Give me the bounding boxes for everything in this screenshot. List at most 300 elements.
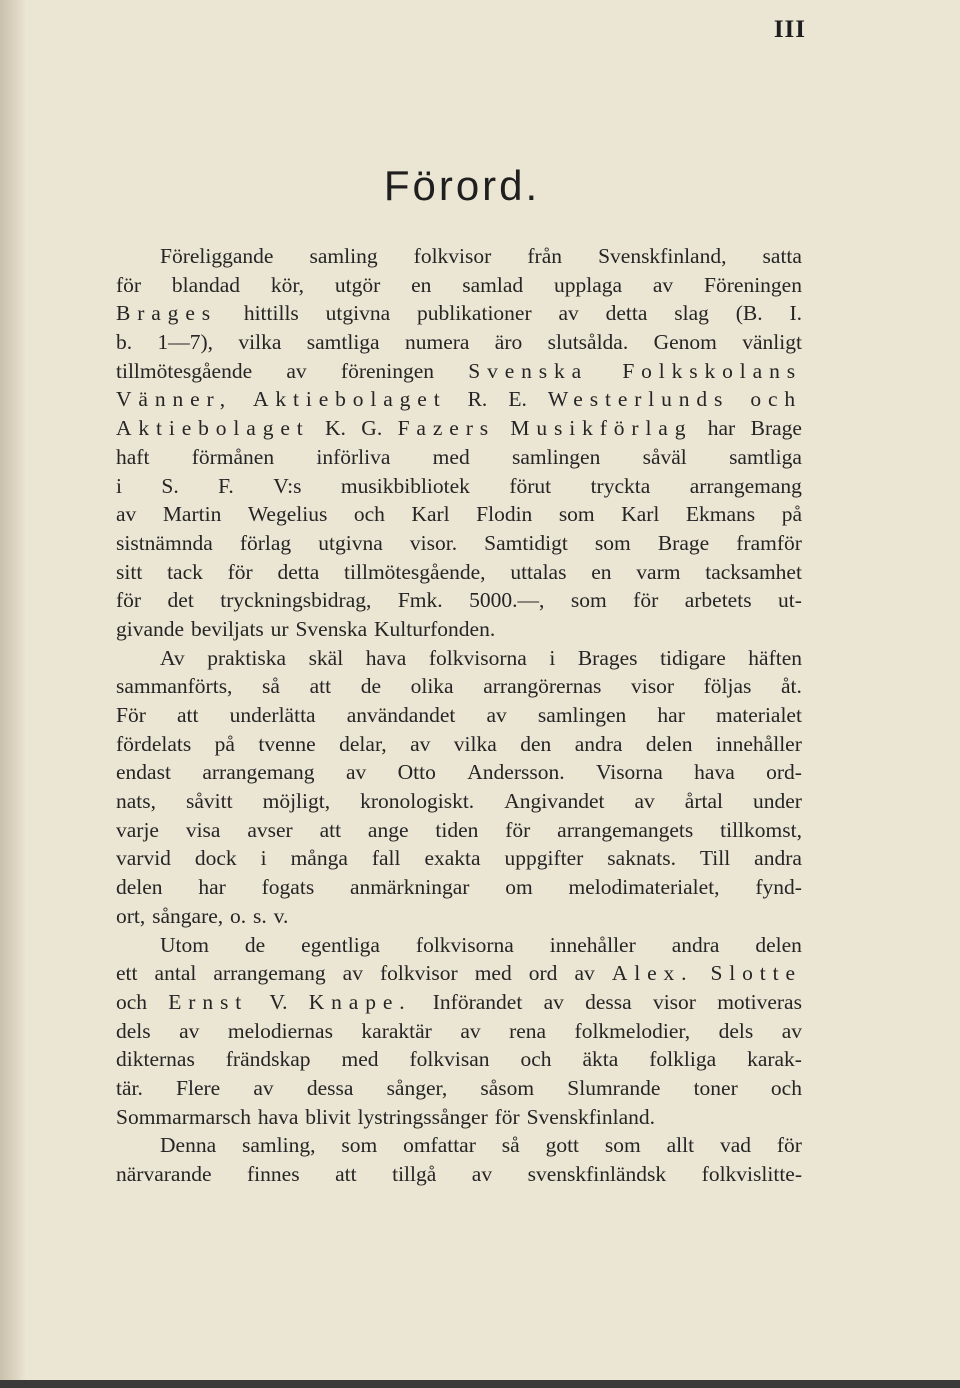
text-word: under xyxy=(753,789,802,814)
text-word: har xyxy=(198,875,226,900)
text-word: användandet xyxy=(346,703,456,727)
text-word: saknats. xyxy=(607,846,676,871)
text-word: skäl xyxy=(308,645,344,670)
text-word: hittills xyxy=(243,301,299,326)
page-title: Förord. xyxy=(383,162,541,209)
text-word: en xyxy=(591,559,612,584)
text-word: slutsålda. xyxy=(547,330,629,355)
text-word: omfattar xyxy=(403,1133,476,1158)
text-word: lystringssånger xyxy=(357,1104,488,1129)
text-word: Aktiebolaget xyxy=(252,387,447,412)
text-line xyxy=(116,1160,802,1189)
text-word: visor xyxy=(652,989,696,1014)
text-word: slag xyxy=(674,301,709,326)
text-word: såväl xyxy=(642,444,687,469)
text-word: Föreningen xyxy=(704,272,802,297)
text-word: och xyxy=(750,387,802,412)
text-line xyxy=(116,701,802,730)
text-word: fall xyxy=(371,846,401,871)
text-word: Föreliggande xyxy=(160,244,274,268)
text-word: Utom xyxy=(160,932,209,957)
text-word: ut- xyxy=(778,588,802,613)
text-word: tillkomst, xyxy=(720,817,802,842)
text-word: Slotte xyxy=(710,961,802,986)
text-word: andra xyxy=(754,846,802,871)
text-word: i xyxy=(116,473,122,498)
text-word: Ekmans xyxy=(685,502,756,527)
text-word: de xyxy=(244,932,266,957)
text-word: tiden xyxy=(435,817,479,842)
text-word: o. xyxy=(230,903,247,928)
text-word: rena xyxy=(509,1018,547,1043)
text-word: för xyxy=(116,588,142,613)
text-word: av xyxy=(543,989,564,1014)
text-word: blivit xyxy=(305,1104,351,1129)
text-word: R. xyxy=(467,387,488,412)
text-line xyxy=(116,615,802,644)
text-word: att xyxy=(335,1162,357,1186)
text-word: i xyxy=(260,846,267,871)
text-word: Brages xyxy=(116,301,217,326)
text-word: Svenskfinland. xyxy=(526,1104,655,1129)
foreword-text xyxy=(116,242,802,1189)
text-word: E. xyxy=(508,387,527,412)
text-word: hava xyxy=(257,1104,299,1129)
text-word: arrangemang xyxy=(202,760,315,785)
text-word: delen xyxy=(755,932,802,957)
text-word: frändskap xyxy=(225,1047,311,1072)
text-word: utgivna xyxy=(318,530,383,555)
text-word: som xyxy=(604,1133,641,1158)
text-word: förlag xyxy=(239,530,292,555)
text-word: finnes xyxy=(247,1162,300,1186)
text-word: årtal xyxy=(684,789,723,814)
text-word: att xyxy=(319,817,342,842)
text-word: arrangemangets xyxy=(557,817,694,842)
text-word: av xyxy=(558,301,579,326)
text-word: för xyxy=(116,272,142,297)
text-line xyxy=(116,787,802,816)
text-word: med xyxy=(432,444,470,469)
text-word: Genom xyxy=(653,330,717,355)
text-word: följas xyxy=(703,674,752,699)
text-word: av xyxy=(253,1075,274,1100)
text-word: med xyxy=(474,961,512,986)
text-word: folkvislitte- xyxy=(701,1162,802,1186)
text-line xyxy=(116,644,802,673)
text-word: av xyxy=(574,961,595,986)
text-line xyxy=(116,1045,802,1074)
text-word: visa xyxy=(185,817,221,842)
text-line xyxy=(116,500,802,529)
text-word: arbetets xyxy=(684,588,752,613)
text-line xyxy=(116,529,802,558)
text-word: av xyxy=(471,1162,493,1186)
text-word: sitt xyxy=(116,559,143,584)
text-word: och xyxy=(770,1075,802,1100)
text-line xyxy=(116,242,802,271)
text-word: Knape. xyxy=(308,989,412,1014)
text-line xyxy=(116,931,802,960)
text-word: sånger, xyxy=(386,1075,448,1100)
text-word: arrangörernas xyxy=(483,674,602,699)
text-word: tvenne xyxy=(258,731,316,756)
text-word: I. xyxy=(789,301,802,326)
text-line xyxy=(116,472,802,501)
text-word: dessa xyxy=(585,989,632,1014)
text-word: kronologiskt. xyxy=(360,789,475,814)
text-word: Till xyxy=(699,846,731,871)
text-line xyxy=(116,328,802,357)
text-word: Wegelius xyxy=(247,502,328,527)
text-word: G. xyxy=(361,416,383,441)
text-word: hava xyxy=(694,760,735,785)
text-word: har xyxy=(657,703,685,727)
text-word: Slumrande xyxy=(567,1075,661,1100)
text-word: införliva xyxy=(316,444,391,469)
text-word: folkvisorna xyxy=(415,932,514,957)
text-word: samlingen xyxy=(537,703,627,727)
text-word: visor xyxy=(631,674,674,699)
text-word: dels xyxy=(718,1018,754,1043)
text-word: varvid xyxy=(116,846,171,871)
text-word: vilka xyxy=(238,330,282,355)
text-word: Kulturfonden. xyxy=(374,616,496,641)
text-word: egentliga xyxy=(301,932,380,957)
text-word: som xyxy=(341,1133,378,1158)
text-word: för xyxy=(505,817,531,842)
text-word: ett xyxy=(116,961,138,986)
text-word: vilka xyxy=(453,731,497,756)
text-word: Folkskolans xyxy=(622,358,802,383)
text-line xyxy=(116,758,802,787)
text-word: de xyxy=(360,674,381,699)
text-word: ur xyxy=(270,616,289,641)
text-word: Svenska xyxy=(295,616,368,641)
text-word: gott xyxy=(545,1133,580,1158)
text-word: folkmelodier, xyxy=(574,1018,691,1043)
text-word: tryckta xyxy=(590,473,651,498)
text-word: på xyxy=(781,502,802,527)
text-word: närvarande xyxy=(116,1162,212,1186)
text-word: många xyxy=(290,846,348,871)
text-word: andra xyxy=(671,932,720,957)
text-word: Flodin xyxy=(476,502,533,527)
text-word: tack xyxy=(167,559,203,584)
text-word: det xyxy=(167,588,194,613)
text-word: att xyxy=(177,703,199,727)
text-word: framför xyxy=(736,530,802,555)
text-word: tidigare xyxy=(660,645,726,670)
text-word: såsom xyxy=(480,1075,535,1100)
text-word: vänligt xyxy=(742,330,802,355)
text-word: för xyxy=(776,1133,802,1158)
text-word: förmånen xyxy=(191,444,275,469)
text-word: möjligt, xyxy=(262,789,331,814)
text-word: 1—7), xyxy=(157,330,214,355)
text-word: dessa xyxy=(306,1075,354,1100)
text-line xyxy=(116,1017,802,1046)
text-word: musikbibliotek xyxy=(340,473,470,498)
text-word: av xyxy=(652,272,674,297)
text-word: på xyxy=(214,731,235,756)
text-line xyxy=(116,959,802,988)
text-word: detta xyxy=(605,301,648,326)
text-word: Fazers xyxy=(397,416,495,441)
text-word: fynd- xyxy=(755,875,802,900)
text-word: haft xyxy=(116,444,150,469)
text-word: karak- xyxy=(747,1047,802,1072)
text-word: delar, xyxy=(339,731,387,756)
text-word: av xyxy=(460,1018,481,1043)
text-word: tacksamhet xyxy=(705,559,802,584)
text-word: samlingen xyxy=(511,444,601,469)
text-word: folkliga xyxy=(649,1047,717,1072)
text-word: samling, xyxy=(242,1133,316,1158)
text-word: uppgifter xyxy=(504,846,584,871)
text-line xyxy=(116,414,802,443)
text-word: den xyxy=(520,731,552,756)
text-word: av xyxy=(179,1018,200,1043)
text-word: av xyxy=(410,731,431,756)
text-word: allt xyxy=(666,1133,695,1158)
text-word: blandad xyxy=(171,272,240,297)
text-line xyxy=(116,672,802,701)
text-word: delen xyxy=(116,875,163,900)
text-word: varje xyxy=(116,817,159,842)
text-word: praktiska xyxy=(207,645,287,670)
text-word: om xyxy=(505,875,533,900)
text-word: Vänner, xyxy=(116,387,232,412)
text-line xyxy=(116,558,802,587)
text-word: Sommarmarsch xyxy=(116,1104,251,1129)
text-line xyxy=(116,299,802,328)
text-word: folkvisan xyxy=(409,1047,490,1072)
text-word: melodimaterialet, xyxy=(568,875,720,900)
text-word: olika xyxy=(410,674,454,699)
text-word: Visorna xyxy=(595,760,663,785)
text-word: givande xyxy=(116,616,185,641)
text-word: underlätta xyxy=(229,703,316,727)
text-line xyxy=(116,1103,802,1132)
text-word: en xyxy=(411,272,432,297)
text-word: fördelats xyxy=(116,731,192,756)
text-line xyxy=(116,1131,802,1160)
text-line xyxy=(116,816,802,845)
text-word: tillgå xyxy=(392,1162,437,1186)
text-word: som xyxy=(558,502,595,527)
text-word: S. xyxy=(161,473,179,498)
text-word: fogats xyxy=(261,875,315,900)
text-word: För xyxy=(116,703,146,727)
text-word: Svenska xyxy=(468,358,589,383)
text-word: och xyxy=(116,989,148,1014)
text-word: och xyxy=(520,1047,552,1072)
text-word: sistnämnda xyxy=(116,530,213,555)
text-word: från xyxy=(527,244,562,268)
text-word: visor. xyxy=(409,530,458,555)
text-word: Fmk. xyxy=(397,588,443,613)
text-word: kör, xyxy=(270,272,305,297)
text-word: varm xyxy=(636,559,681,584)
text-word: att xyxy=(309,674,332,699)
text-word: av xyxy=(345,760,367,785)
text-word: anmärkningar xyxy=(350,875,470,900)
text-word: förut xyxy=(509,473,552,498)
text-word: innehåller xyxy=(715,731,802,756)
text-word: för xyxy=(227,559,253,584)
text-word: dels xyxy=(116,1018,151,1043)
text-word: v. xyxy=(273,903,289,928)
text-word: Andersson. xyxy=(467,760,565,785)
text-word: Karl xyxy=(621,502,660,527)
text-word: och xyxy=(353,502,385,527)
text-word: utgivna xyxy=(325,301,391,326)
text-word: upplaga xyxy=(553,272,623,297)
text-word: sammanförts, xyxy=(116,674,233,699)
text-line xyxy=(116,730,802,759)
text-line xyxy=(116,873,802,902)
text-word: F. xyxy=(218,473,234,498)
text-word: dikternas xyxy=(116,1047,195,1072)
text-word: Karl xyxy=(411,502,450,527)
text-word: utgör xyxy=(334,272,381,297)
text-word: har xyxy=(707,416,736,441)
text-line xyxy=(116,385,802,414)
text-word: vad xyxy=(719,1133,751,1158)
text-word: av xyxy=(286,358,307,383)
text-word: (B. xyxy=(735,301,763,326)
text-word: ord- xyxy=(766,760,802,785)
text-word: Flere xyxy=(176,1075,221,1100)
page-number: III xyxy=(773,16,806,43)
text-word: 5000.—, xyxy=(469,588,545,613)
text-word: beviljats xyxy=(190,616,264,641)
text-word: V. xyxy=(269,989,288,1014)
text-word: såvitt xyxy=(186,789,233,814)
text-word: av xyxy=(116,502,137,527)
text-line xyxy=(116,1074,802,1103)
text-word: Av xyxy=(160,645,185,670)
text-word: nats, xyxy=(116,789,157,814)
text-word: arrangemang xyxy=(689,473,802,498)
text-line xyxy=(116,988,802,1017)
text-word: av xyxy=(342,961,363,986)
text-word: samtliga xyxy=(306,330,380,355)
text-word: Martin xyxy=(162,502,222,527)
text-word: Alex. xyxy=(611,961,694,986)
text-word: Samtidigt xyxy=(484,530,568,555)
text-line xyxy=(116,844,802,873)
text-word: tryckningsbidrag, xyxy=(220,588,372,613)
text-word: innehåller xyxy=(549,932,636,957)
text-word: satta xyxy=(762,244,802,268)
text-word: motiveras xyxy=(717,989,802,1014)
text-word: av xyxy=(486,703,507,727)
text-word: så xyxy=(262,674,280,699)
text-word: uttalas xyxy=(510,559,567,584)
scan-bottom-edge xyxy=(0,1380,960,1388)
text-word: för xyxy=(494,1104,520,1129)
text-word: publikationer xyxy=(416,301,532,326)
text-word: materialet xyxy=(716,703,802,727)
text-word: för xyxy=(633,588,659,613)
text-word: Svenskfinland, xyxy=(598,244,727,268)
text-word: Brage xyxy=(750,416,802,441)
text-word: folkvisorna xyxy=(428,645,527,670)
text-line xyxy=(116,902,802,931)
text-word: äkta xyxy=(582,1047,619,1072)
text-word: svenskfinländsk xyxy=(527,1162,667,1186)
text-word: numera xyxy=(404,330,470,355)
text-word: Musikförlag xyxy=(510,416,693,441)
text-word: endast xyxy=(116,760,171,785)
text-word: samlad xyxy=(462,272,524,297)
text-word: Aktiebolaget xyxy=(116,416,310,441)
text-line xyxy=(116,443,802,472)
text-word: ord xyxy=(528,961,558,986)
text-word: V:s xyxy=(273,473,302,498)
text-word: tär. xyxy=(116,1075,143,1100)
text-word: delen xyxy=(645,731,693,756)
text-word: Westerlunds xyxy=(547,387,730,412)
text-word: detta xyxy=(277,559,320,584)
text-word: b. xyxy=(116,330,133,355)
text-word: Otto xyxy=(397,760,436,785)
text-word: exakta xyxy=(424,846,481,871)
text-word: föreningen xyxy=(340,358,435,383)
text-word: äro xyxy=(494,330,523,355)
text-word: antal xyxy=(154,961,197,986)
text-word: åt. xyxy=(781,674,802,699)
text-word: folkvisor xyxy=(380,961,458,986)
text-word: tillmötesgående, xyxy=(344,559,486,584)
text-word: folkvisor xyxy=(413,244,492,268)
text-word: Införandet xyxy=(432,989,523,1014)
text-word: av xyxy=(781,1018,802,1043)
text-line xyxy=(116,357,802,386)
text-word: s. xyxy=(253,903,267,928)
text-word: K. xyxy=(325,416,346,441)
text-word: samtliga xyxy=(729,444,802,469)
text-word: karaktär xyxy=(361,1018,432,1043)
text-word: dock xyxy=(194,846,237,871)
text-word: häften xyxy=(748,645,802,670)
text-word: som xyxy=(594,530,631,555)
text-word: Brages xyxy=(577,645,638,670)
text-line xyxy=(116,586,802,615)
text-word: arrangemang xyxy=(213,961,326,986)
text-word: melodiernas xyxy=(227,1018,333,1043)
text-word: Ernst xyxy=(168,989,249,1014)
text-line xyxy=(116,271,802,300)
text-word: så xyxy=(501,1133,520,1158)
text-word: ange xyxy=(367,817,409,842)
text-word: toner xyxy=(693,1075,738,1100)
text-word: som xyxy=(570,588,607,613)
text-word: Denna xyxy=(160,1133,217,1158)
text-word: sångare, xyxy=(152,903,224,928)
text-word: hava xyxy=(365,645,407,670)
text-word: Brage xyxy=(657,530,710,555)
text-word: andra xyxy=(574,731,623,756)
text-word: tillmötesgående xyxy=(116,358,253,383)
text-word: avser xyxy=(247,817,293,842)
text-word: av xyxy=(634,789,655,814)
text-word: ort, xyxy=(116,903,146,928)
text-word: med xyxy=(341,1047,379,1072)
text-word: i xyxy=(549,645,556,670)
